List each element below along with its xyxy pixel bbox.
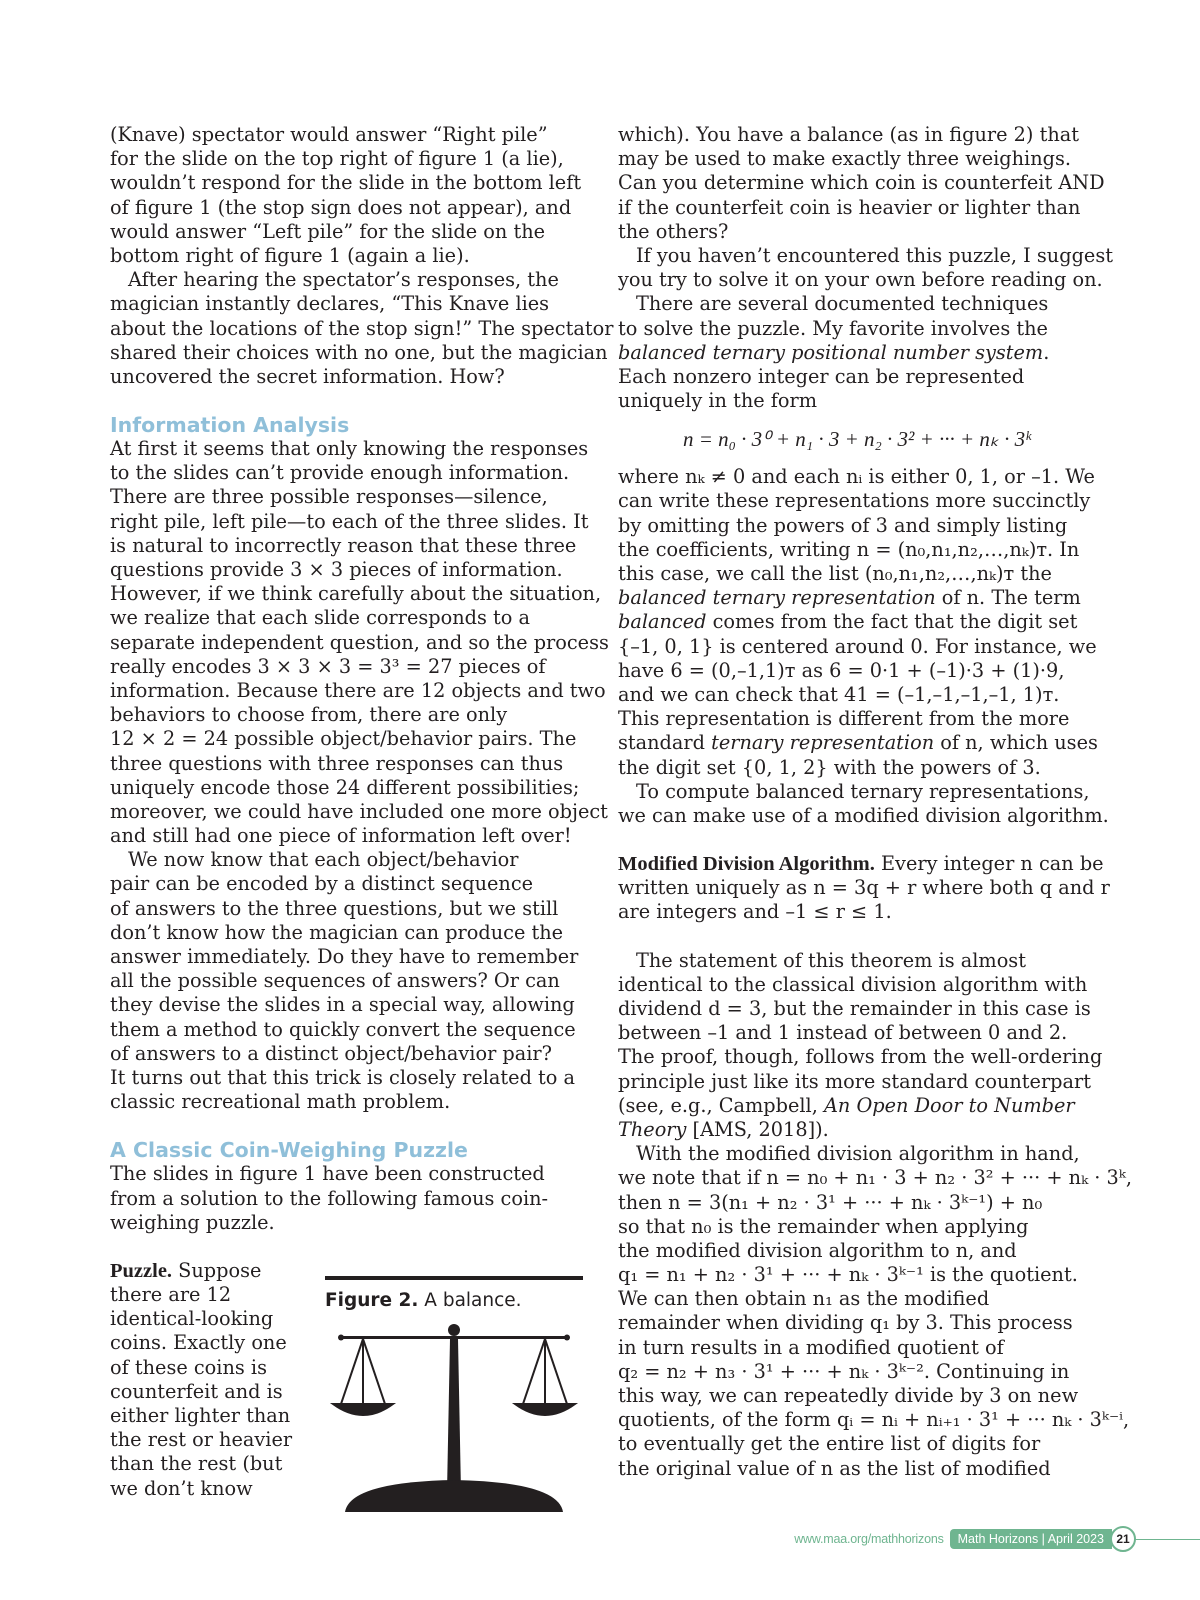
text-line: The proof, though, follows from the well-ordering bbox=[618, 1045, 1103, 1069]
text-line: identical-looking bbox=[110, 1307, 274, 1331]
text-line: three questions with three responses can thus bbox=[110, 751, 564, 775]
text-line: remainder when dividing q₁ by 3. This process bbox=[618, 1311, 1073, 1335]
left-pan bbox=[333, 1339, 393, 1415]
page-number: 21 bbox=[1110, 1526, 1136, 1552]
text-line: quotients, of the form qᵢ = nᵢ + nᵢ₊₁ · 3¹ + ··· nₖ · 3ᵏ⁻ⁱ, bbox=[618, 1408, 1130, 1432]
page-footer bbox=[794, 1527, 1136, 1551]
text-line: about the locations of the stop sign!” The spectator bbox=[110, 316, 614, 340]
paragraph-magician-declares bbox=[110, 268, 614, 389]
text-fragment: . bbox=[1043, 340, 1050, 364]
theorem-modified-division-algorithm bbox=[618, 852, 1110, 925]
balance-pillar bbox=[447, 1339, 461, 1492]
figure-2 bbox=[325, 1276, 583, 1512]
text-line: of answers to a distinct object/behavior pair? bbox=[110, 1041, 552, 1065]
citation-title: An Open Door to Number bbox=[823, 1093, 1075, 1117]
text-line: you try to solve it on your own before reading on. bbox=[618, 268, 1103, 292]
text-line: bottom right of figure 1 (again a lie). bbox=[110, 243, 470, 267]
text-line: answer immediately. Do they have to remember bbox=[110, 945, 579, 968]
text-line: we realize that each slide corresponds to a bbox=[110, 606, 530, 630]
text-line: to the slides can’t provide enough information. bbox=[110, 461, 570, 485]
text-line: questions provide 3 × 3 pieces of information. bbox=[110, 558, 563, 581]
text-line: are integers and –1 ≤ r ≤ 1. bbox=[618, 900, 892, 924]
text-line: them a method to quickly convert the sequence bbox=[110, 1017, 576, 1041]
text-line: magician instantly declares, “This Knave lies bbox=[110, 292, 550, 316]
text-line: Can you determine which coin is counterfeit AND bbox=[618, 171, 1105, 195]
italic-term: ternary representation bbox=[711, 731, 935, 755]
paragraph-information-analysis bbox=[110, 437, 609, 848]
text-line: uniquely in the form bbox=[618, 389, 818, 413]
text-line: The slides in figure 1 have been constructed bbox=[110, 1162, 545, 1186]
text-line: of answers to the three questions, but we still bbox=[110, 896, 559, 920]
paragraph-suggestion bbox=[618, 243, 1113, 292]
footer-rule bbox=[1125, 1539, 1200, 1540]
text-line: q₂ = n₂ + n₃ · 3¹ + ··· + nₖ · 3ᵏ⁻². Continuing in bbox=[618, 1359, 1070, 1383]
text-line: With the modified division algorithm in hand, bbox=[636, 1142, 1080, 1166]
text-line: from a solution to the following famous coin- bbox=[110, 1186, 549, 1210]
text-line: if the counterfeit coin is heavier or lighter than bbox=[618, 195, 1081, 219]
text-line: separate independent question, and so the process bbox=[110, 630, 609, 654]
text-line: behaviors to choose from, there are only bbox=[110, 703, 508, 727]
text-line: counterfeit and is bbox=[110, 1379, 283, 1403]
text-line: all the possible sequences of answers? Or can bbox=[110, 969, 560, 993]
text-line: really encodes 3 × 3 × 3 = 3³ = 27 pieces of bbox=[110, 654, 546, 678]
text-line: may be used to make exactly three weighings. bbox=[618, 147, 1072, 171]
italic-term: balanced bbox=[618, 610, 707, 634]
text-line: moreover, we could have included one more object bbox=[110, 799, 608, 823]
text-line: we don’t know bbox=[110, 1476, 253, 1500]
figure-caption bbox=[325, 1290, 522, 1311]
text-line: uniquely encode those 24 different possibilities; bbox=[110, 775, 580, 799]
text-line: written uniquely as n = 3q + r where both q and r bbox=[618, 876, 1110, 900]
text-line: in turn results in a modified quotient of bbox=[618, 1335, 1004, 1359]
text-line: of these coins is bbox=[110, 1355, 267, 1379]
balance-beam bbox=[339, 1336, 569, 1339]
text-fragment: Every integer n can be bbox=[874, 852, 1104, 876]
text-line: dividend d = 3, but the remainder in this case is bbox=[618, 997, 1091, 1020]
balance-base bbox=[345, 1480, 563, 1512]
text-line: (Knave) spectator would answer “Right pile” bbox=[110, 123, 548, 146]
text-line: the others? bbox=[618, 219, 729, 243]
text-line: for the slide on the top right of figure 1 (a lie), bbox=[110, 147, 564, 171]
text-line: then n = 3(n₁ + n₂ · 3¹ + ··· + nₖ · 3ᵏ⁻¹) + n₀ bbox=[618, 1190, 1043, 1214]
text-line: 12 × 2 = 24 possible object/behavior pairs. The bbox=[110, 727, 577, 751]
text-line: After hearing the spectator’s responses, the bbox=[128, 268, 559, 292]
paragraph-slides-constructed bbox=[110, 1162, 588, 1235]
text-line: right pile, left pile—to each of the three slides. It bbox=[110, 509, 589, 533]
theorem-label: Modified Division Algorithm. bbox=[618, 853, 875, 876]
footer-url[interactable]: www.maa.org/mathhorizons bbox=[794, 1532, 944, 1546]
text-line: they devise the slides in a special way, allowing bbox=[110, 993, 575, 1017]
text-line: pair can be encoded by a distinct sequence bbox=[110, 872, 534, 896]
text-line: At first it seems that only knowing the responses bbox=[110, 437, 589, 461]
text-fragment: of n. The term bbox=[935, 586, 1081, 610]
text-line: Suppose bbox=[172, 1258, 262, 1282]
section-heading-information-analysis: Information Analysis bbox=[110, 413, 350, 438]
text-line: To compute balanced ternary representations, bbox=[636, 779, 1090, 803]
beam-end-right bbox=[564, 1335, 570, 1341]
text-line: shared their choices with no one, but the magician bbox=[110, 340, 608, 364]
text-line: this case, we call the list (n₀,n₁,n₂,…,nₖ)ᴛ the bbox=[618, 562, 1052, 585]
text-line: the rest or heavier bbox=[110, 1428, 293, 1452]
text-line: of figure 1 (the stop sign does not appear), and bbox=[110, 195, 572, 219]
text-line: and still had one piece of information left over! bbox=[110, 824, 572, 848]
text-line: We can then obtain n₁ as the modified bbox=[618, 1287, 990, 1311]
text-line: between –1 and 1 instead of between 0 and 2. bbox=[618, 1021, 1068, 1045]
paragraph-encoding bbox=[110, 848, 588, 1114]
text-line: weighing puzzle. bbox=[110, 1210, 275, 1234]
text-line: principle just like its more standard counterpart bbox=[618, 1069, 1091, 1093]
text-fragment: comes from the fact that the digit set bbox=[706, 610, 1078, 634]
text-line: to solve the puzzle. My favorite involves the bbox=[618, 316, 1048, 340]
text-line: the modified division algorithm to n, and bbox=[618, 1238, 1017, 1262]
text-line: which). You have a balance (as in figure 2) that bbox=[618, 123, 1079, 146]
text-fragment: (see, e.g., Campbell, bbox=[618, 1093, 824, 1117]
text-line: can write these representations more succinctly bbox=[618, 489, 1091, 513]
balance-scale-illustration bbox=[325, 1322, 583, 1512]
text-line: would answer “Left pile” for the slide on the bbox=[110, 219, 546, 243]
text-line: coins. Exactly one bbox=[110, 1331, 287, 1355]
text-line: the digit set {0, 1, 2} with the powers of 3. bbox=[618, 755, 1041, 779]
text-line: this way, we can repeatedly divide by 3 on new bbox=[618, 1384, 1079, 1407]
italic-term: balanced ternary representation bbox=[618, 586, 936, 610]
text-line: {–1, 0, 1} is centered around 0. For instance, we bbox=[618, 634, 1097, 658]
display-equation: n = n₀ · 3⁰ + n₁ · 3 + n₂ · 3² + ··· + nₖ · 3ᵏ bbox=[682, 427, 1032, 452]
text-line: is natural to incorrectly reason that these three bbox=[110, 533, 577, 557]
balance-pivot-knob bbox=[448, 1324, 460, 1336]
figure-caption-text: A balance. bbox=[418, 1290, 522, 1311]
text-line: q₁ = n₁ + n₂ · 3¹ + ··· + nₖ · 3ᵏ⁻¹ is the quotient. bbox=[618, 1263, 1078, 1287]
paragraph-algorithm-in-hand bbox=[618, 1142, 1132, 1481]
puzzle-label: Puzzle. bbox=[110, 1259, 173, 1282]
text-fragment: standard bbox=[618, 731, 712, 755]
paragraph-balanced-ternary bbox=[618, 465, 1096, 779]
text-line: It turns out that this trick is closely related to a bbox=[110, 1065, 576, 1089]
text-line: the original value of n as the list of modified bbox=[618, 1456, 1051, 1480]
text-line: wouldn’t respond for the slide in the bottom left bbox=[110, 171, 582, 195]
text-fragment: of n, which uses bbox=[934, 731, 1098, 755]
section-heading-coin-weighing: A Classic Coin-Weighing Puzzle bbox=[110, 1138, 468, 1163]
right-column bbox=[618, 123, 1132, 1481]
text-line: have 6 = (0,–1,1)ᴛ as 6 = 0·1 + (–1)·3 + (1)·9, bbox=[618, 658, 1065, 682]
text-line: The statement of this theorem is almost bbox=[636, 948, 1026, 972]
text-line: There are several documented techniques bbox=[636, 292, 1049, 316]
text-line: However, if we think carefully about the situation, bbox=[110, 582, 602, 606]
text-line: Each nonzero integer can be represented bbox=[618, 364, 1025, 388]
figure-label: Figure 2. bbox=[325, 1290, 419, 1311]
text-line: there are 12 bbox=[110, 1283, 232, 1307]
text-line: to eventually get the entire list of digits for bbox=[618, 1432, 1041, 1456]
text-line: don’t know how the magician can produce the bbox=[110, 920, 564, 944]
text-line: so that n₀ is the remainder when applying bbox=[618, 1214, 1029, 1238]
paragraph-knave-responses bbox=[110, 123, 588, 268]
text-line: than the rest (but bbox=[110, 1452, 283, 1476]
italic-term: balanced ternary positional number system bbox=[618, 340, 1044, 364]
text-line: by omitting the powers of 3 and simply listing bbox=[618, 513, 1068, 537]
footer-journal-issue: Math Horizons | April 2023 bbox=[950, 1529, 1112, 1549]
paragraph-compute bbox=[618, 779, 1109, 828]
beam-end-left bbox=[338, 1335, 344, 1341]
paragraph-puzzle-continued bbox=[618, 123, 1105, 244]
text-line: where nₖ ≠ 0 and each nᵢ is either 0, 1, or –1. We bbox=[618, 465, 1095, 489]
text-line: we note that if n = n₀ + n₁ · 3 + n₂ · 3² + ··· + nₖ · 3ᵏ, bbox=[618, 1166, 1132, 1190]
text-line: We now know that each object/behavior bbox=[128, 848, 519, 872]
text-line: There are three possible responses—silence, bbox=[110, 485, 548, 509]
text-line: uncovered the secret information. How? bbox=[110, 364, 505, 388]
text-line: either lighter than bbox=[110, 1404, 291, 1427]
text-line: information. Because there are 12 objects and two bbox=[110, 678, 606, 702]
paragraph-techniques bbox=[618, 292, 1096, 413]
text-line: identical to the classical division algorithm with bbox=[618, 972, 1088, 996]
text-line: we can make use of a modified division algorithm. bbox=[618, 803, 1109, 827]
text-fragment: [AMS, 2018]). bbox=[686, 1117, 829, 1141]
figure-rule bbox=[325, 1276, 583, 1280]
paragraph-theorem-discussion bbox=[618, 948, 1103, 1143]
text-line: the coefficients, writing n = (n₀,n₁,n₂,…,nₖ)ᴛ. In bbox=[618, 537, 1080, 561]
right-pan bbox=[515, 1339, 575, 1415]
citation-title: Theory bbox=[618, 1117, 687, 1141]
text-line: and we can check that 41 = (–1,–1,–1,–1, 1)ᴛ. bbox=[618, 682, 1060, 706]
text-line: If you haven’t encountered this puzzle, I suggest bbox=[636, 243, 1113, 267]
text-line: This representation is different from the more bbox=[618, 707, 1070, 731]
text-line: classic recreational math problem. bbox=[110, 1090, 451, 1114]
